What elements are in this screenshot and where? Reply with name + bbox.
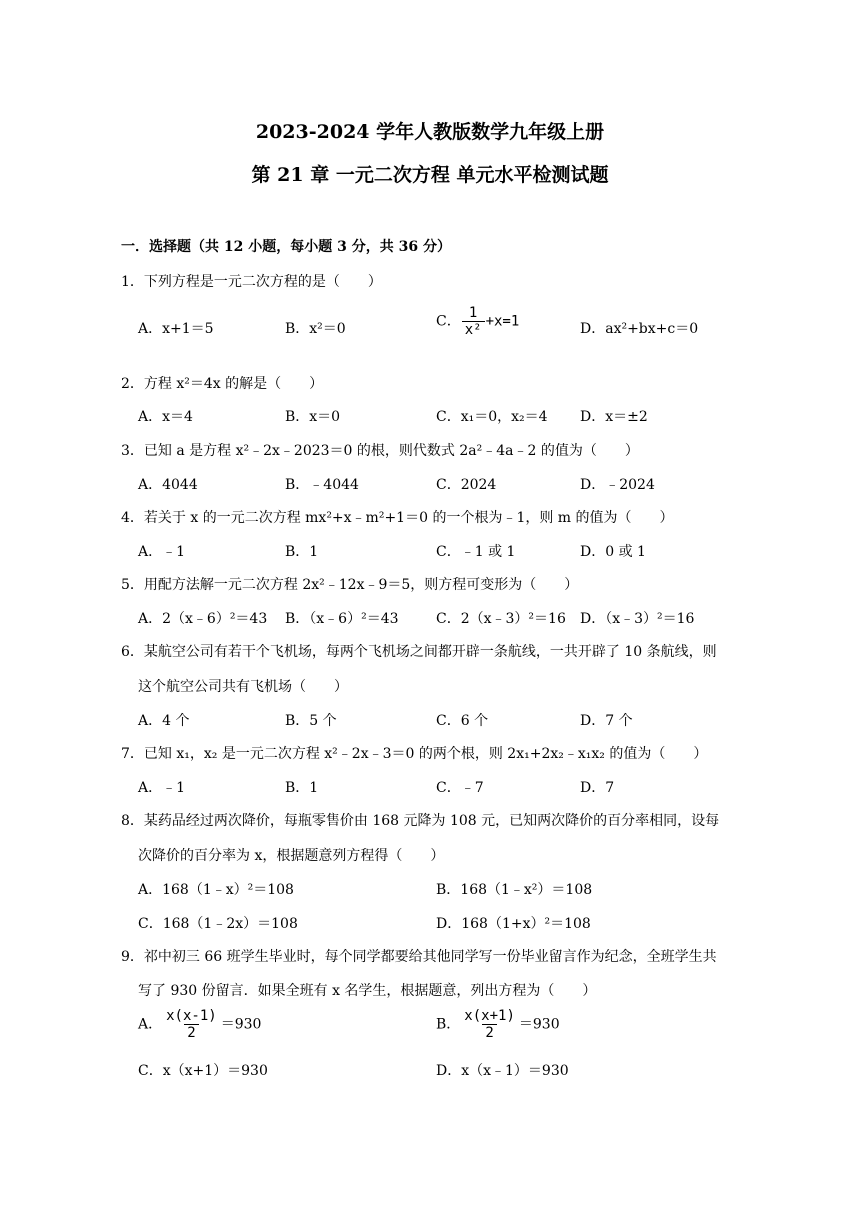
question-3-stem: 3．已知 a 是方程 x²﹣2x﹣2023＝0 的根，则代数式 2a²﹣4a﹣2 的值为（ ） (121, 443, 639, 459)
question-5-option-d: D．（x﹣3）²＝16 (580, 611, 695, 627)
question-8-stem-line-2: 次降价的百分率为 x，根据题意列方程得（ ） (138, 848, 445, 864)
question-4-option-d: D．0 或 1 (580, 544, 646, 560)
question-6-option-b: B．5 个 (285, 713, 337, 729)
page-title: 2023-2024 学年人教版数学九年级上册 (255, 121, 605, 143)
question-9-stem-line-2: 写了 930 份留言．如果全班有 x 名学生，根据题意，列出方程为（ ） (138, 983, 597, 999)
question-7-option-d: D．7 (580, 780, 615, 796)
question-1-option-a: A．x+1＝5 (138, 321, 214, 337)
question-2-option-b: B．x＝0 (285, 409, 341, 425)
question-3-option-a: A．4044 (138, 477, 198, 493)
question-4-option-a: A．﹣1 (138, 544, 186, 560)
question-9-option-d: D．x（x﹣1）＝930 (436, 1063, 569, 1079)
question-7-option-a: A．﹣1 (138, 780, 186, 796)
question-7-stem: 7．已知 x₁，x₂ 是一元二次方程 x²﹣2x﹣3＝0 的两个根，则 2x₁+2x₂﹣x₁x₂ 的值为（ ） (121, 746, 708, 762)
question-9-option-a: A． $\frac{x(x-1)}{2}$ ＝930 (138, 1008, 262, 1041)
question-7-option-b: B．1 (285, 780, 319, 796)
fraction: $\frac{1}{\text{x²}}$ (462, 305, 485, 338)
question-3-option-c: C．2024 (436, 477, 497, 493)
question-1-option-d: D．ax²+bx+c＝0 (580, 321, 699, 337)
question-7-option-c: C．﹣7 (436, 780, 484, 796)
question-5-option-c: C．2（x﹣3）²＝16 (436, 611, 566, 627)
question-4-stem: 4．若关于 x 的一元二次方程 mx²+x﹣m²+1＝0 的一个根为﹣1，则 m 的值为（ ） (121, 510, 674, 526)
question-2-option-c: C．x₁＝0，x₂＝4 (436, 409, 548, 425)
question-5-stem: 5．用配方法解一元二次方程 2x²﹣12x﹣9＝5，则方程可变形为（ ） (121, 577, 579, 593)
question-9-option-b: B． $\frac{x(x+1)}{2}$ ＝930 (436, 1008, 560, 1041)
section-heading: 一．选择题（共 12 小题，每小题 3 分，共 36 分） (121, 239, 451, 255)
question-6-stem-line-1: 6．某航空公司有若干个飞机场，每两个飞机场之间都开辟一条航线，一共开辟了 10 条航线，则 (121, 644, 717, 660)
question-6-option-c: C．6 个 (436, 713, 489, 729)
question-2-stem: 2．方程 x²＝4x 的解是（ ） (121, 376, 324, 392)
question-9-stem-line-1: 9．祁中初三 66 班学生毕业时，每个同学都要给其他同学写一份毕业留言作为纪念，全班学生共 (121, 949, 717, 965)
question-3-option-d: D．﹣2024 (580, 477, 655, 493)
question-4-option-b: B．1 (285, 544, 319, 560)
question-1-option-c: C． $\frac{1}{\text{x²}}$ +x=1 (436, 305, 520, 338)
question-5-option-a: A．2（x﹣6）²＝43 (138, 611, 268, 627)
question-8-option-b: B．168（1﹣x²）＝108 (436, 882, 593, 898)
question-8-option-c: C．168（1﹣2x）＝108 (138, 916, 298, 932)
question-1-option-b: B．x²＝0 (285, 321, 346, 337)
question-3-option-b: B．﹣4044 (285, 477, 359, 493)
page-subtitle: 第 21 章 一元二次方程 单元水平检测试题 (251, 164, 609, 186)
question-6-stem-line-2: 这个航空公司共有飞机场（ ） (138, 679, 348, 695)
question-6-option-d: D．7 个 (580, 713, 633, 729)
question-8-option-d: D．168（1+x）²＝108 (436, 916, 591, 932)
fraction: $\frac{x(x-1)}{2}$ (166, 1008, 217, 1041)
question-9-option-c: C．x（x+1）＝930 (138, 1063, 268, 1079)
question-6-option-a: A．4 个 (138, 713, 190, 729)
question-2-option-a: A．x＝4 (138, 409, 193, 425)
question-4-option-c: C．﹣1 或 1 (436, 544, 516, 560)
question-1-stem: 1．下列方程是一元二次方程的是（ ） (121, 274, 382, 290)
question-8-option-a: A．168（1﹣x）²＝108 (138, 882, 294, 898)
question-2-option-d: D．x＝±2 (580, 409, 648, 425)
question-8-stem-line-1: 8．某药品经过两次降价，每瓶零售价由 168 元降为 108 元，已知两次降价的百分率相同，设每 (121, 813, 720, 829)
fraction: $\frac{x(x+1)}{2}$ (464, 1008, 515, 1041)
question-5-option-b: B．（x﹣6）²＝43 (285, 611, 399, 627)
